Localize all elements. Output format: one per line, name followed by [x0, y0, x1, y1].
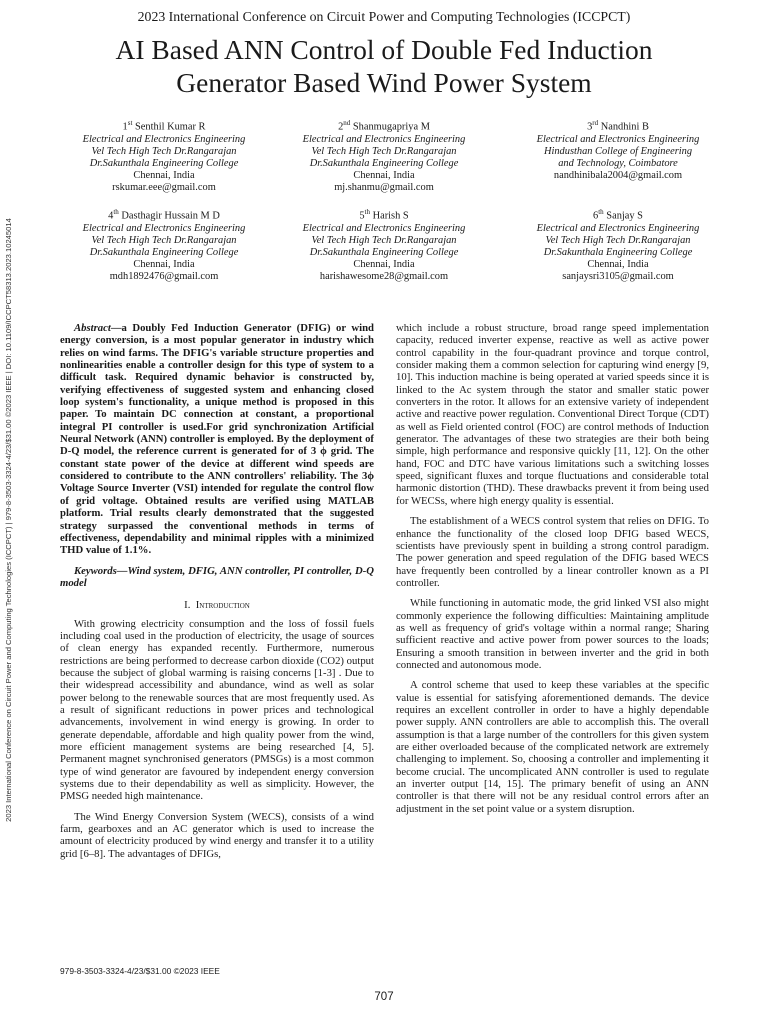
- author-block-4: 4th Dasthagir Hussain M D Electrical and Electronics Engineering Vel Tech High Tech Dr.Rangarajan Dr.Sakunthala Engineering College Chennai, India mdh1892476@gmail.com: [50, 206, 278, 284]
- keywords: [60, 565, 374, 590]
- author-email: mj.shanmu@gmail.com: [334, 182, 434, 194]
- author-email: harishawesome28@gmail.com: [319, 271, 449, 283]
- title-line-1: AI Based ANN Control of Double Fed Induction: [115, 34, 653, 65]
- author-name: Sanjay S: [606, 210, 643, 222]
- doi-sidebar: 2023 International Conference on Circuit Power and Computing Technologies (ICCPCT) | 979-8-3503-3324-4/23/$31.00 ©2023 IEEE | DOI: 10.1109/ICCPCT58313.2023.10245014: [4, 218, 13, 822]
- author-block-6: 6th Sanjay S Electrical and Electronics Engineering Vel Tech High Tech Dr.Rangarajan Dr.Sakunthala Engineering College Chennai, India sanjaysri3105@gmail.com: [504, 206, 732, 284]
- section-heading-introduction: I. Introduction: [184, 599, 250, 612]
- author-name: Harish S: [372, 210, 409, 222]
- keywords-label: Keywords: [74, 564, 117, 577]
- right-column: [396, 322, 709, 823]
- author-block-5: 5th Harish S Electrical and Electronics Engineering Vel Tech High Tech Dr.Rangarajan Dr.Sakunthala Engineering College Chennai, India harishawesome28@gmail.com: [270, 206, 498, 284]
- author-name: Senthil Kumar R: [135, 121, 206, 133]
- keywords-text: —Wind system, DFIG, ANN controller, PI controller, D-Q model: [60, 564, 374, 589]
- abstract: [60, 322, 374, 557]
- author-block-3: 3rd Nandhini B Electrical and Electronics Engineering Hindusthan College of Engineering and Technology, Coimbatore nandhinibala2004@gmail.com: [504, 117, 732, 182]
- author-email: mdh1892476@gmail.com: [109, 271, 219, 283]
- left-column: [60, 322, 374, 868]
- abstract-text: —a Doubly Fed Induction Generator (DFIG) or wind energy conversion, is a most popular generator in industry which relies on wind farms. The DFIG's variable structure properties and nonlinearities enable a controller design for this type of system to a difficult task. Required dynamic behavior is constructed by, verifying effectiveness of suggested system and enhancing closed loop system's functionality, a unique method is proposed in this paper. To maintain DC connection at constant, a proportional integral PI controller is used.For grid synchronization Artificial Neural Network (ANN) controller is employed. By the deployment of D-Q model, the reference current is generated for of 3 ϕ grid. The constant state power of the device at different wind speeds are considered to contribute to the ANN controllers' reliability. The 3ϕ Voltage Source Inverter (VSI) intended for regulate the control flow of grid voltage. Obtained results are verified using MATLAB platform. Trial results clearly demonstrated that the suggested strategy surpassed the conventional methods in terms of effectiveness, dependability and minimal ripples with a minimized THD value of 1.1%.: [60, 322, 374, 557]
- author-name: Shanmugapriya M: [352, 121, 430, 133]
- abstract-label: Abstract: [74, 322, 111, 334]
- author-email: nandhinibala2004@gmail.com: [553, 170, 683, 182]
- right-paragraph-2: The establishment of a WECS control system that relies on DFIG. To enhance the functionality of the closed loop DFIG based WECS, scientists have previously spent in building a strong control paradigm. The power generation and speed regulation of the DFIG based WECS have frequently been controlled by a linear controller known as a PI controller.: [396, 515, 709, 589]
- paper-title: [40, 33, 728, 99]
- author-name: Nandhini B: [600, 121, 649, 133]
- author-name: Dasthagir Hussain M D: [121, 210, 220, 222]
- right-paragraph-4: A control scheme that used to keep these variables at the specific value is essential for satisfying aforementioned demands. The device requires an excellent controller in order to have a highly dependable power supply. ANN controllers are able to accomplish this. The overall assumption is that a large number of the controllers for this given system are either overloaded because of the complicated network are extremely challenging to implement. So, choosing a controller and implementing it become crucial. The uncomplicated ANN controller is used to regulate an inverter output [14, 15]. The primary benefit of using an ANN controller is that there will not be any residual control errors after an adjustment in the set point value or a system disruption.: [396, 679, 709, 815]
- intro-paragraph-2: The Wind Energy Conversion System (WECS), consists of a wind farm, gearboxes and an AC generator which is used to increase the amount of electricity produced by wind energy and transfer it to a utility grid [6–8]. The advantages of DFIGs,: [60, 810, 374, 860]
- page-number: 707: [374, 991, 394, 1003]
- author-email: rskumar.eee@gmail.com: [112, 182, 216, 194]
- intro-paragraph-1: With growing electricity consumption and the loss of fossil fuels including coal used in the production of electricity, the usage of sources of clean energy has expanded recently. Furthermore, numerous restrictions are being performed to decrease carbon dioxide (CO2) output because the subject of global warming is raising concerns [1-3] . Due to their widespread accessibility and abundance, wind as well as solar power belong to the renewable sources that are most frequently used. As a result of significant reductions in power prices and technological advancements, involvement in wind energy is growing. In order to generate dependable, affordable and high quality power from the wind, more efficient management systems are being researched [4, 5]. Permanent magnet synchronised generators (PMSGs) is a most common type of wind generator are favoured by independent energy conversion systems due to their dependability as well as simplicity. However, the PMSG needed high maintenance.: [60, 617, 374, 803]
- author-email: sanjaysri3105@gmail.com: [562, 271, 674, 283]
- author-block-1: 1st Senthil Kumar R Electrical and Electronics Engineering Vel Tech High Tech Dr.Rangarajan Dr.Sakunthala Engineering College Chennai, India rskumar.eee@gmail.com: [50, 117, 278, 195]
- title-line-2: Generator Based Wind Power System: [176, 67, 592, 98]
- right-paragraph-1: which include a robust structure, broad range speed implementation capacity, reduced inverter expense, reactive as well as active power control capability in the four-quadrant province and torque control, consider making them a common selection for capturing wind energy [9, 10]. This induction machine is being operated at varied speeds since it is linked to the Ac system through the stator and smaller static power converters in the rotor. It allows for an extensive variety of independent active and reactive power regulation. Conventional Direct Torque (CDT) as well as Field oriented control (FOC) are control methods of Induction generator. The advantages of these two strategies are their both being simple, high performance and responsive quickly [11, 12]. On the other hand, FOC and DTC have various limitations such a switching losses speed, significant fluxes and torque fluctuations and considerable total harmonic distortion (THD). These drawbacks prevent it from being used for WECSs, where high energy quality is essential.: [396, 322, 709, 507]
- author-block-2: 2nd Shanmugapriya M Electrical and Electronics Engineering Vel Tech High Tech Dr.Rangarajan Dr.Sakunthala Engineering College Chennai, India mj.shanmu@gmail.com: [270, 117, 498, 195]
- conference-header: 2023 International Conference on Circuit Power and Computing Technologies (ICCPCT): [137, 9, 631, 24]
- right-paragraph-3: While functioning in automatic mode, the grid linked VSI also might commonly experience the following difficulties: Maintaining amplitude as well as frequency of grid's voltage within a normal range; Sharing sufficient reactive and active power from power sources to the loads; Ensuring a smooth transition in between inverter and the grid in both connected and autonomous mode.: [396, 597, 709, 671]
- copyright-footer: 979-8-3503-3324-4/23/$31.00 ©2023 IEEE: [60, 966, 220, 976]
